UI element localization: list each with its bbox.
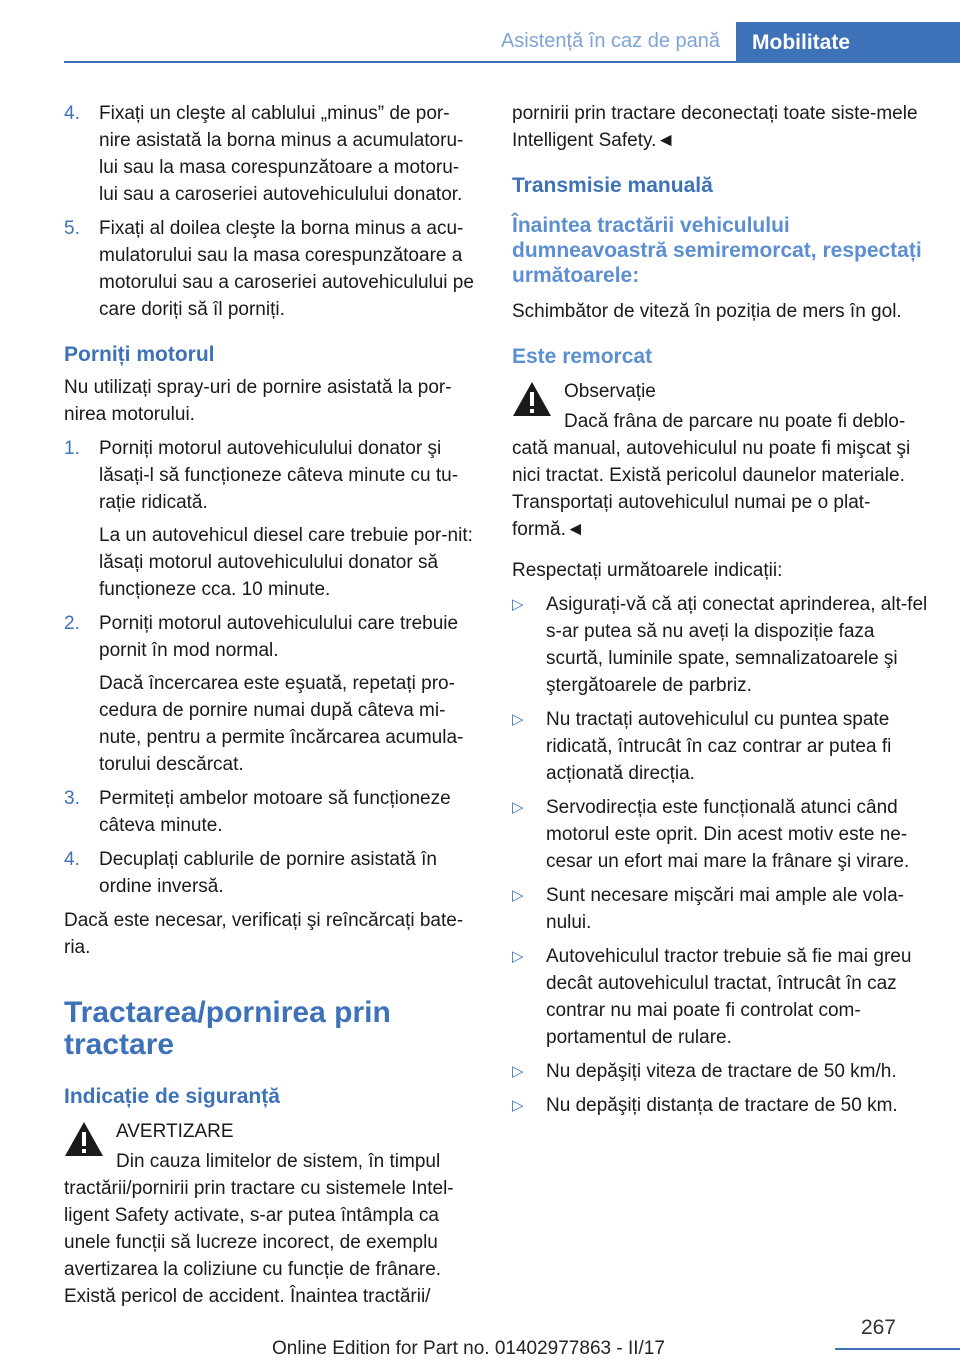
list-item [512,882,932,936]
left-column [64,100,477,1310]
bullet-arrow-icon: ▷ [512,1097,524,1114]
start-engine-heading: Porniți motorul [64,343,215,366]
bullet-arrow-icon: ▷ [512,948,524,965]
chapter-title: Tractarea/pornirea prin tractare [64,996,391,1061]
warning-triangle-icon [512,381,552,425]
step-number: 2. [64,613,80,634]
step-item [64,215,477,323]
list-item-text: Servodirecția este funcțională atunci când motorul este oprit. Din acest motiv este ne-cesar un efort mai mare la frânare şi virare. [546,797,910,872]
header-rule [64,61,960,63]
step-text: Porniți motorul autovehiculului care trebuie pornit în mod normal. [99,613,459,661]
step-number: 4. [64,103,80,124]
warning-continuation: pornirii prin tractare deconectați toate siste-mele Intelligent Safety.◄ [512,103,918,151]
note-title: Observație [564,381,656,402]
step-item [64,100,477,208]
list-item-text: Autovehiculul tractor trebuie să fie mai greu decât autovehiculul tractat, întrucât în caz contrar nu mai poate fi controlat com-portamentul de rulare. [546,946,912,1048]
list-item [512,943,932,1051]
step-text: Permiteți ambelor motoare să funcționeze câteva minute. [99,788,451,836]
footer-rule [835,1348,960,1350]
list-item [512,794,932,875]
step-text: Fixați un cleşte al cablului „minus” de por-nire asistată la borna minus a acumulatoru-lui sau la masa corespunzătoare a motoru-lui sau a caroseriei autovehiculului donator. [99,103,464,205]
start-engine-intro: Nu utilizați spray-uri de pornire asistată la por-nirea motorului. [64,377,452,425]
step-extra: Dacă încercarea este eşuată, repetați pro-cedura de pornire numai după câteva mi-nute, pentru a permite încărcarea acumula-torului descărcat. [99,673,464,775]
list-item-text: Asigurați-vă că ați conectat aprinderea, alt-fel s-ar putea să nu aveți la dispoziție faza scurtă, luminile spate, semnalizatoarele şi ştergătoarele de parbriz. [546,594,928,696]
step-text: Fixați al doilea cleşte la borna minus a acu-mulatorului sau la masa corespunzătoare a motorului sau a caroseriei autovehiculului pe care doriți să îl porniți. [99,218,474,320]
bullet-arrow-icon: ▷ [512,887,524,904]
step-item [64,846,477,900]
list-item-text: Nu depăşiți viteza de tractare de 50 km/h. [546,1061,897,1082]
bullet-arrow-icon: ▷ [512,1063,524,1080]
warning-title: AVERTIZARE [116,1121,234,1142]
step-text: Decuplați cablurile de pornire asistată în ordine inversă. [99,849,437,897]
bullet-arrow-icon: ▷ [512,799,524,816]
warning-triangle-icon [64,1121,104,1165]
step-number: 1. [64,438,80,459]
list-item [512,1092,932,1119]
list-item-text: Nu depăşiți distanța de tractare de 50 km. [546,1095,898,1116]
header-tab: Mobilitate [736,22,960,62]
list-item [512,1058,932,1085]
instructions-intro: Respectați următoarele indicații: [512,560,783,581]
edition-footer: Online Edition for Part no. 01402977863 - II/17 [272,1338,665,1359]
note-text: Dacă frâna de parcare nu poate fi deblo-cată manual, autovehiculul nu poate fi mişcat şi nici tractat. Există pericolul daunelor materiale. Transportați autovehiculul numai pe o plat-formă.◄ [512,411,911,540]
right-column [512,100,932,1126]
list-item [512,591,932,699]
safety-heading: Indicație de siguranță [64,1085,280,1108]
recharge-note: Dacă este necesar, verificați şi reîncărcați bate-ria. [64,910,464,958]
list-item-text: Sunt necesare mişcări mai ample ale vola-nului. [546,885,904,933]
list-item-text: Nu tractați autovehiculul cu puntea spate ridicată, întrucât în caz contrar ar putea fi acționată direcția. [546,709,892,784]
step-item [64,785,477,839]
step-item [64,610,477,778]
step-item [64,435,477,603]
step-text: Porniți motorul autovehiculului donator şi lăsați-l să funcționeze câteva minute cu tu-rație ridicată. [99,438,459,513]
note-box [512,378,932,543]
step-number: 4. [64,849,80,870]
step-number: 5. [64,218,80,239]
gear-instruction: Schimbător de viteză în poziția de mers în gol. [512,301,902,322]
warning-box [64,1118,477,1310]
step-extra: La un autovehicul diesel care trebuie por-nit: lăsați motorul autovehiculului donator să funcționeze cca. 10 minute. [99,525,473,600]
manual-transmission-heading: Transmisie manuală [512,174,713,197]
warning-text: Din cauza limitelor de sistem, în timpul tractării/pornirii prin tractare cu sistemele Intel-ligent Safety activate, s-ar putea întâmpla ca unele funcții să lucreze incorect, de exemplu avertizarea la coliziune cu funcție de frânare. Există pericol de accident. Înaintea tractării/ [64,1151,454,1307]
list-item [512,706,932,787]
bullet-arrow-icon: ▷ [512,711,524,728]
step-number: 3. [64,788,80,809]
page-number: 267 [860,1316,896,1339]
being-towed-heading: Este remorcat [512,345,653,368]
bullet-arrow-icon: ▷ [512,596,524,613]
header-section-title: Asistență în caz de pană [500,30,720,52]
before-towing-heading: Înaintea tractării vehiculului dumneavoastră semiremorcat, respectați următoarele: [512,214,922,287]
